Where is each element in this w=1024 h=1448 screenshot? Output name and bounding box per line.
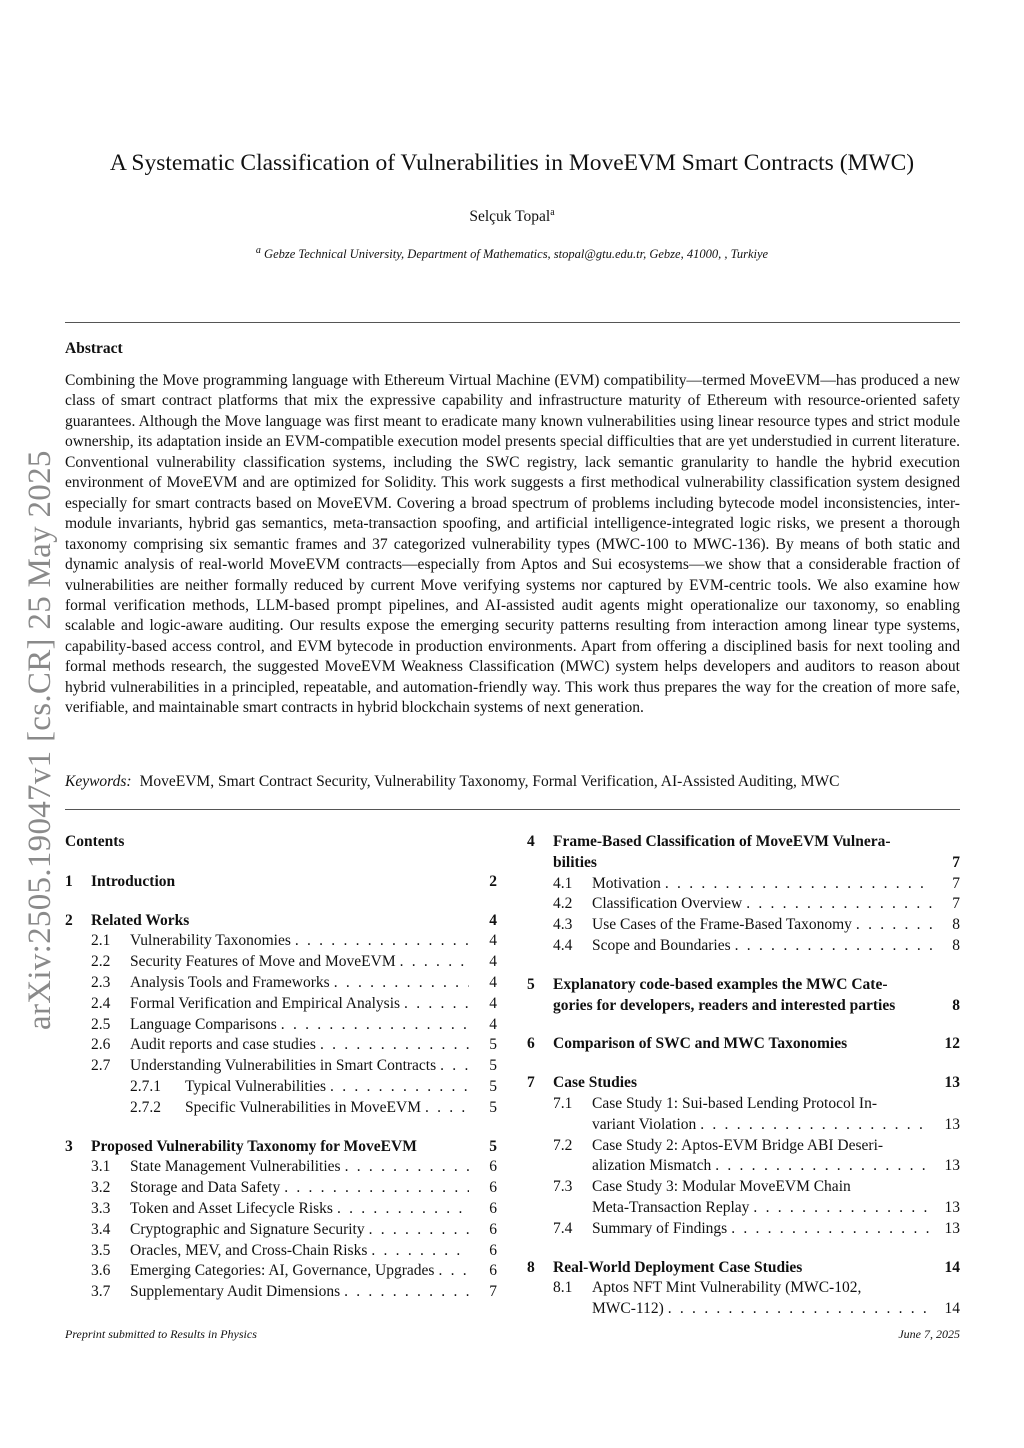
dot-leader [637,1073,932,1094]
toc-entry-page: 4 [489,973,497,991]
dot-leader [417,1137,469,1158]
toc-entry-page: 5 [489,1057,497,1075]
toc-entry[interactable] [65,1077,497,1098]
toc-entry-title: Case Study 3: Modular MoveEVM Chain [592,1178,851,1196]
toc-right-column [527,832,960,1320]
toc-entry-title: Motivation [592,874,661,892]
toc-entry-title: State Management Vulnerabilities [130,1158,341,1176]
toc-entry[interactable] [527,1136,960,1178]
toc-entry[interactable] [65,1056,497,1077]
dot-leader [189,911,469,932]
dot-leader [434,1261,469,1282]
author-superscript: a [550,207,555,218]
footer-journal: Preprint submitted to Results in Physics [65,1327,257,1341]
dot-leader [664,1299,932,1320]
toc-entry-number: 5 [527,975,535,993]
toc-entry-page: 2 [489,872,497,890]
toc-entry-title: Use Cases of the Frame-Based Taxonomy [592,916,852,934]
toc-entry-title: Frame-Based Classification of MoveEVM Vulnera- [553,833,891,850]
toc-entry-number: 8.1 [553,1279,573,1297]
dot-leader [396,952,469,973]
dot-leader [330,973,469,994]
dot-leader [895,996,932,1017]
toc-entry[interactable] [65,1035,497,1056]
toc-entry-number: 3.5 [91,1241,111,1259]
dot-leader [847,1034,932,1055]
toc-entry-number: 2.7 [91,1057,111,1075]
toc-entry-page: 4 [489,932,497,950]
footer-date: June 7, 2025 [898,1327,960,1341]
toc-entry-title: Proposed Vulnerability Taxonomy for MoveEVM [91,1137,417,1155]
toc-entry-title: Formal Verification and Empirical Analysis [130,994,401,1012]
top-divider [65,322,960,323]
toc-entry-title: Analysis Tools and Frameworks [130,973,330,991]
toc-entry-title: Understanding Vulnerabilities in Smart Contracts [130,1057,437,1075]
toc-entry-page: 5 [489,1036,497,1054]
paper-title: A Systematic Classification of Vulnerabilities in MoveEVM Smart Contracts (MWC) [109,150,915,176]
toc-entry[interactable] [527,1094,960,1136]
toc-entry-page: 6 [489,1158,497,1176]
toc-entry-number: 3.3 [91,1199,111,1217]
toc-entry-title: Related Works [91,911,190,929]
dot-leader [291,931,469,952]
dot-leader [280,1178,469,1199]
dot-leader [326,1077,469,1098]
toc-entry-title: alization Mismatch [592,1157,712,1175]
toc-entry-number: 1 [65,872,73,890]
toc-entry-title: Case Study 2: Aptos-EVM Bridge ABI Deseri- [592,1136,884,1154]
toc-entry-number: 4.2 [553,895,573,913]
toc-entry-number: 6 [527,1035,535,1053]
toc-entry-title: Classification Overview [592,895,743,913]
toc-entry-title: Typical Vulnerabilities [185,1077,327,1095]
toc-entry[interactable] [65,994,497,1015]
toc-entry-page: 7 [952,874,960,892]
toc-entry[interactable] [527,915,960,936]
toc-entry-page: 8 [952,996,960,1014]
toc-entry[interactable] [65,1261,497,1282]
toc-entry-title: Token and Asset Lifecycle Risks [130,1199,333,1217]
toc-entry[interactable] [527,894,960,915]
dot-leader [277,1015,469,1036]
toc-entry-number: 8 [527,1258,535,1276]
affiliation [0,245,1024,262]
keywords-label: Keywords: [65,773,132,790]
toc-entry[interactable] [65,911,497,932]
toc-entry-title: Emerging Categories: AI, Governance, Upgrades [130,1262,435,1280]
toc-entry[interactable] [527,832,960,874]
toc-entry-page: 13 [944,1115,960,1133]
toc-entry-page: 6 [489,1262,497,1280]
dot-leader [852,915,932,936]
toc-entry-page: 12 [944,1035,960,1053]
dot-leader [341,1157,469,1178]
toc-entry[interactable] [527,1073,960,1094]
toc-entry-number: 4.4 [553,936,573,954]
keywords [65,773,960,791]
toc-entry-number: 3.1 [91,1158,111,1176]
toc-entry[interactable] [65,1220,497,1241]
toc-entry[interactable] [65,1178,497,1199]
toc-entry-title: Storage and Data Safety [130,1179,281,1197]
toc-entry-number: 3.7 [91,1283,111,1301]
toc-entry-page: 7 [952,895,960,913]
toc-entry[interactable] [65,931,497,952]
toc-entry-title: Language Comparisons [130,1015,277,1033]
toc-entry-number: 3.6 [91,1262,111,1280]
toc-entry[interactable] [65,973,497,994]
toc-entry-number: 2.5 [91,1015,111,1033]
contents-heading: Contents [65,833,125,850]
dot-leader [749,1198,932,1219]
dot-leader [696,1115,932,1136]
toc-entry-number: 2.7.1 [130,1077,161,1095]
toc-entry-page: 13 [944,1198,960,1216]
toc-entry-title: Case Studies [553,1074,637,1092]
dot-leader [661,874,932,895]
toc-entry-number: 2 [65,911,73,929]
toc-entry-title: Case Study 1: Sui-based Lending Protocol In- [592,1094,877,1112]
abstract-body: Combining the Move programming language with Ethereum Virtual Machine (EVM) compatibility—termed MoveEVM—has produced a new class of smart contract platforms that mix the expressive capability and infrastructure maturity of Ethereum with resource-oriented safety guarantees. Although the Move language was first meant to eradicate many known vulnerabilities using linear resource types and strict module ownership, its adaptation inside an EVM-compatible execution model presents special difficulties that are yet understudied in current literature. Conventional vulnerability classification systems, including the SWC registry, lack semantic granularity to handle the hybrid execution environment of MoveEVM and are optimized for Solidity. This work suggests a first methodical vulnerability classification system designed especially for smart contracts based on MoveEVM. Covering a broad spectrum of problems including bytecode model inconsistencies, inter-module invariants, hybrid gas semantics, meta-transaction spoofing, and artificial intelligence-integrated logic risks, we present a thorough taxonomy comprising six semantic frames and 37 categorized vulnerability types (MWC-100 to MWC-136). By means of both static and dynamic analysis of real-world MoveEVM contracts—especially from Aptos and Sui ecosystems—we show that a considerable fraction of vulnerabilities are neither formally reduced by current Move verifying systems nor captured by EVM-centric tools. We also examine how formal verification methods, LLM-based prompt pipelines, and AI-assisted audit agents might operationalize our taxonomy, so enabling scalable and logic-aware auditing. Our results expose the emerging security patterns resulting from interaction among linear type systems, capability-based access control, and EVM bytecode in production environments. Apart from offering a disciplined basis for next tooling and formal methods research, the suggested MoveEVM Weakness Classification (MWC) system helps developers and auditors to reason about hybrid vulnerabilities in a principled, repeatable, and automation-friendly way. This work thus prepares the way for the creation of more safe, verifiable, and maintainable smart contracts in hybrid blockchain systems of next generation. [65,372,960,717]
toc-entry-title: Aptos NFT Mint Vulnerability (MWC-102, [592,1279,862,1297]
toc-entry-page: 6 [489,1179,497,1197]
toc-entry-title: Specific Vulnerabilities in MoveEVM [185,1098,421,1116]
toc-entry-title: Vulnerability Taxonomies [130,932,291,950]
toc-entry[interactable] [527,1177,960,1219]
toc-entry[interactable] [65,1015,497,1036]
toc-entry-number: 3.2 [91,1179,111,1197]
toc-entry[interactable] [65,1282,497,1303]
toc-entry-title: Summary of Findings [592,1219,728,1237]
toc-entry[interactable] [65,1241,497,1262]
author [0,207,1024,226]
toc-left-column [65,832,497,1303]
toc-entry-page: 6 [489,1241,497,1259]
toc-entry-number: 2.1 [91,932,111,950]
toc-entry-number: 2.3 [91,973,111,991]
dot-leader [436,1056,469,1077]
toc-entry-page: 7 [489,1283,497,1301]
toc-entry-title: Oracles, MEV, and Cross-Chain Risks [130,1241,368,1259]
dot-leader [727,1219,932,1240]
dot-leader [742,894,932,915]
toc-entry-page: 7 [952,853,960,871]
bottom-divider [65,809,960,810]
toc-entry-number: 7.2 [553,1136,573,1154]
toc-entry-page: 4 [489,911,497,929]
dot-leader [421,1098,469,1119]
toc-entry-page: 8 [952,936,960,954]
toc-entry[interactable] [527,1034,960,1055]
toc-entry-page: 14 [944,1258,960,1276]
toc-entry-number: 4.1 [553,874,573,892]
toc-entry-page: 5 [489,1137,497,1155]
toc-entry-number: 2.7.2 [130,1098,161,1116]
dot-leader [711,1156,932,1177]
dot-leader [802,1258,932,1279]
toc-entry-title: Cryptographic and Signature Security [130,1220,365,1238]
toc-entry[interactable] [65,1199,497,1220]
affiliation-superscript: a [255,245,261,256]
toc-entry-title: Scope and Boundaries [592,936,731,954]
toc-entry-page: 4 [489,1015,497,1033]
toc-entry-title: Introduction [91,872,176,890]
toc-entry[interactable] [527,1258,960,1279]
toc-entry-page: 5 [489,1098,497,1116]
toc-entry-title: bilities [553,853,597,871]
dot-leader [316,1035,469,1056]
toc-entry-number: 4.3 [553,916,573,934]
toc-entry-number: 7.1 [553,1094,573,1112]
toc-entry-title: Explanatory code-based examples the MWC Cate- [553,975,888,993]
toc-entry[interactable] [527,1219,960,1240]
dot-leader [175,872,469,893]
toc-entry-title: Supplementary Audit Dimensions [130,1283,341,1301]
abstract-heading: Abstract [65,340,123,357]
toc-entry-title: Audit reports and case studies [130,1036,316,1054]
toc-entry-number: 2.6 [91,1036,111,1054]
toc-entry[interactable] [527,874,960,895]
toc-entry-title: gories for developers, readers and interested parties [553,996,896,1014]
toc-entry-page: 4 [489,994,497,1012]
toc-entry-page: 13 [944,1219,960,1237]
dot-leader [333,1199,469,1220]
toc-entry-title: Comparison of SWC and MWC Taxonomies [553,1035,848,1053]
toc-entry-title: Security Features of Move and MoveEVM [130,953,396,971]
toc-entry-page: 5 [489,1077,497,1095]
toc-entry-page: 6 [489,1220,497,1238]
toc-entry-title: MWC-112) [592,1300,664,1318]
keywords-text: MoveEVM, Smart Contract Security, Vulnerability Taxonomy, Formal Verification, AI-Assisted Auditing, MWC [139,773,840,790]
dot-leader [597,853,932,874]
dot-leader [340,1282,469,1303]
toc-entry-title: Real-World Deployment Case Studies [553,1258,803,1276]
toc-entry-number: 3 [65,1137,73,1155]
toc-entry-number: 7 [527,1074,535,1092]
toc-entry-number: 2.4 [91,994,111,1012]
toc-entry-title: variant Violation [592,1115,697,1133]
toc-entry[interactable] [527,1278,960,1320]
toc-entry-page: 6 [489,1199,497,1217]
dot-leader [731,936,932,957]
toc-entry-page: 14 [944,1300,960,1318]
toc-entry[interactable] [65,952,497,973]
toc-entry-page: 8 [952,916,960,934]
dot-leader [400,994,469,1015]
toc-entry-title: Meta-Transaction Replay [592,1198,750,1216]
toc-entry-page: 4 [489,953,497,971]
arxiv-stamp: arXiv:2505.19047v1 [cs.CR] 25 May 2025 [22,450,58,1030]
toc-entry-number: 4 [527,833,535,850]
toc-entry-number: 3.4 [91,1220,111,1238]
affiliation-text: Gebze Technical University, Department of Mathematics, stopal@gtu.edu.tr, Gebze, 41000, , Turkiye [264,247,769,262]
toc-entry[interactable] [65,872,497,893]
toc-entry-number: 7.4 [553,1219,573,1237]
toc-entry[interactable] [65,1098,497,1119]
toc-entry[interactable] [65,1137,497,1158]
author-name: Selçuk Topal [469,208,551,226]
toc-entry-number: 2.2 [91,953,111,971]
toc-entry[interactable] [527,936,960,957]
toc-entry[interactable] [65,1157,497,1178]
toc-entry-number: 7.3 [553,1178,573,1196]
toc-entry[interactable] [527,975,960,1017]
dot-leader [365,1220,469,1241]
toc-entry-page: 13 [944,1074,960,1092]
dot-leader [367,1241,469,1262]
toc-entry-page: 13 [944,1157,960,1175]
